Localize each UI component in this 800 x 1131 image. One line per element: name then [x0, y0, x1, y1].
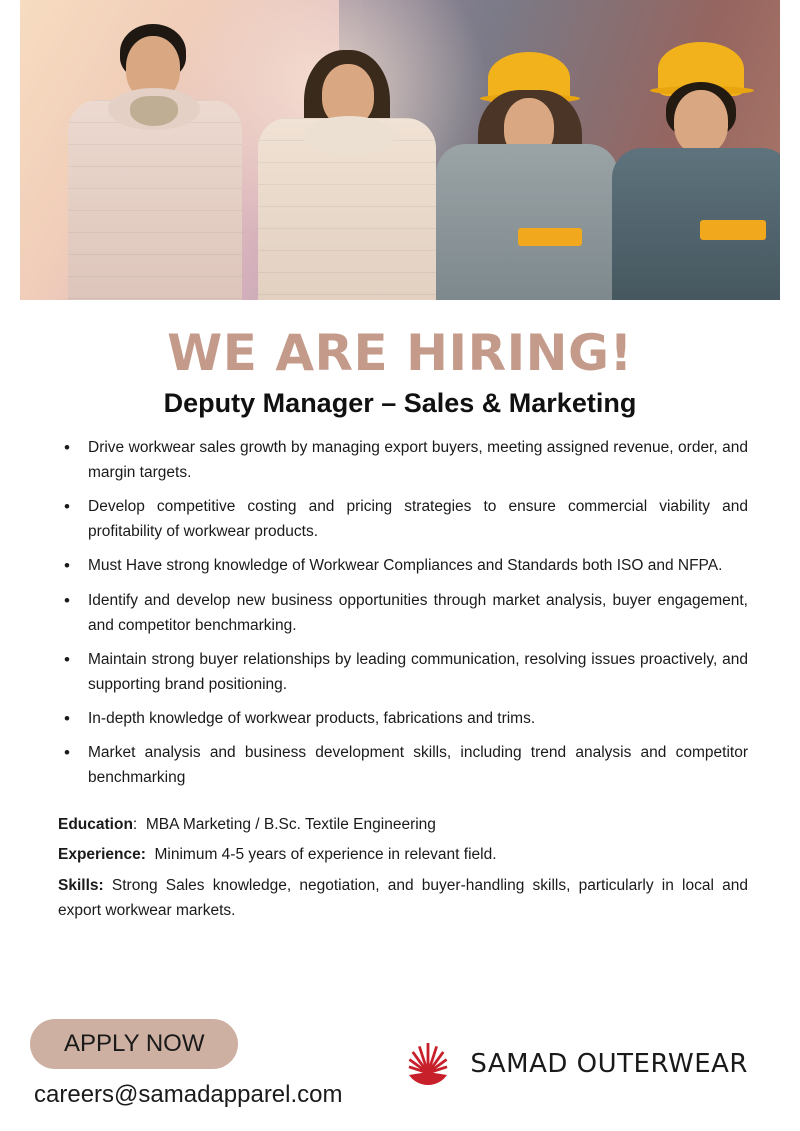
model-puffer-female — [252, 20, 442, 300]
list-item: • In-depth knowledge of workwear products, fabrications and trims. — [58, 706, 748, 731]
poster-content — [0, 300, 800, 923]
list-item: • Maintain strong buyer relationships by leading communication, resolving issues proactively, and supporting brand positioning. — [58, 647, 748, 697]
puffer-quilting — [68, 100, 242, 300]
brand-name: SAMAD OUTERWEAR — [470, 1049, 748, 1079]
model-puffer-male — [60, 10, 250, 300]
apply-now-button[interactable]: APPLY NOW — [30, 1019, 238, 1069]
hero-image — [20, 0, 780, 300]
hi-vis-stripe — [700, 220, 766, 240]
footer-row — [30, 1019, 770, 1109]
hi-vis-stripe — [518, 228, 582, 246]
jacket-collar — [304, 116, 394, 156]
requirement-label: Education — [58, 816, 133, 834]
sunburst-icon — [396, 1041, 460, 1087]
workwear-jacket — [436, 144, 618, 300]
puffer-jacket — [68, 100, 242, 300]
poster-footer — [0, 1019, 800, 1109]
requirement-value: Minimum 4-5 years of experience in relevant field. — [154, 846, 497, 864]
list-item: • Develop competitive costing and pricing strategies to ensure commercial viability and profitability of workwear products. — [58, 494, 748, 544]
requirement-label: Skills: — [58, 876, 104, 894]
brand-logo — [396, 1041, 770, 1087]
requirement-education — [58, 812, 748, 837]
model-workwear-female — [432, 32, 622, 300]
list-item: • Market analysis and business development skills, including trend analysis and competitor benchmarking — [58, 740, 748, 790]
responsibilities-list — [42, 435, 758, 790]
head — [674, 90, 728, 154]
model-workwear-male — [612, 28, 780, 300]
inner-shirt — [130, 96, 178, 126]
list-item: • Drive workwear sales growth by managing export buyers, meeting assigned revenue, order, and margin targets. — [58, 435, 748, 485]
requirement-separator: : — [132, 816, 138, 834]
requirement-experience — [58, 842, 748, 867]
page-title: WE ARE HIRING! — [167, 324, 633, 382]
job-title: Deputy Manager – Sales & Marketing — [163, 388, 637, 418]
requirements-section — [42, 812, 758, 922]
requirement-label: Experience: — [58, 846, 146, 864]
apply-block — [30, 1019, 343, 1109]
list-item: • Identify and develop new business opportunities through market analysis, buyer engagement, and competitor benchmarking. — [58, 588, 748, 638]
list-item: • Must Have strong knowledge of Workwear Compliances and Standards both ISO and NFPA. — [58, 553, 748, 578]
requirement-value: Strong Sales knowledge, negotiation, and buyer-handling skills, particularly in local and export workwear markets. — [58, 876, 749, 919]
requirement-skills — [58, 873, 748, 923]
contact-email[interactable]: careers@samadapparel.com — [34, 1081, 343, 1108]
requirement-value: MBA Marketing / B.Sc. Textile Engineering — [145, 816, 436, 834]
